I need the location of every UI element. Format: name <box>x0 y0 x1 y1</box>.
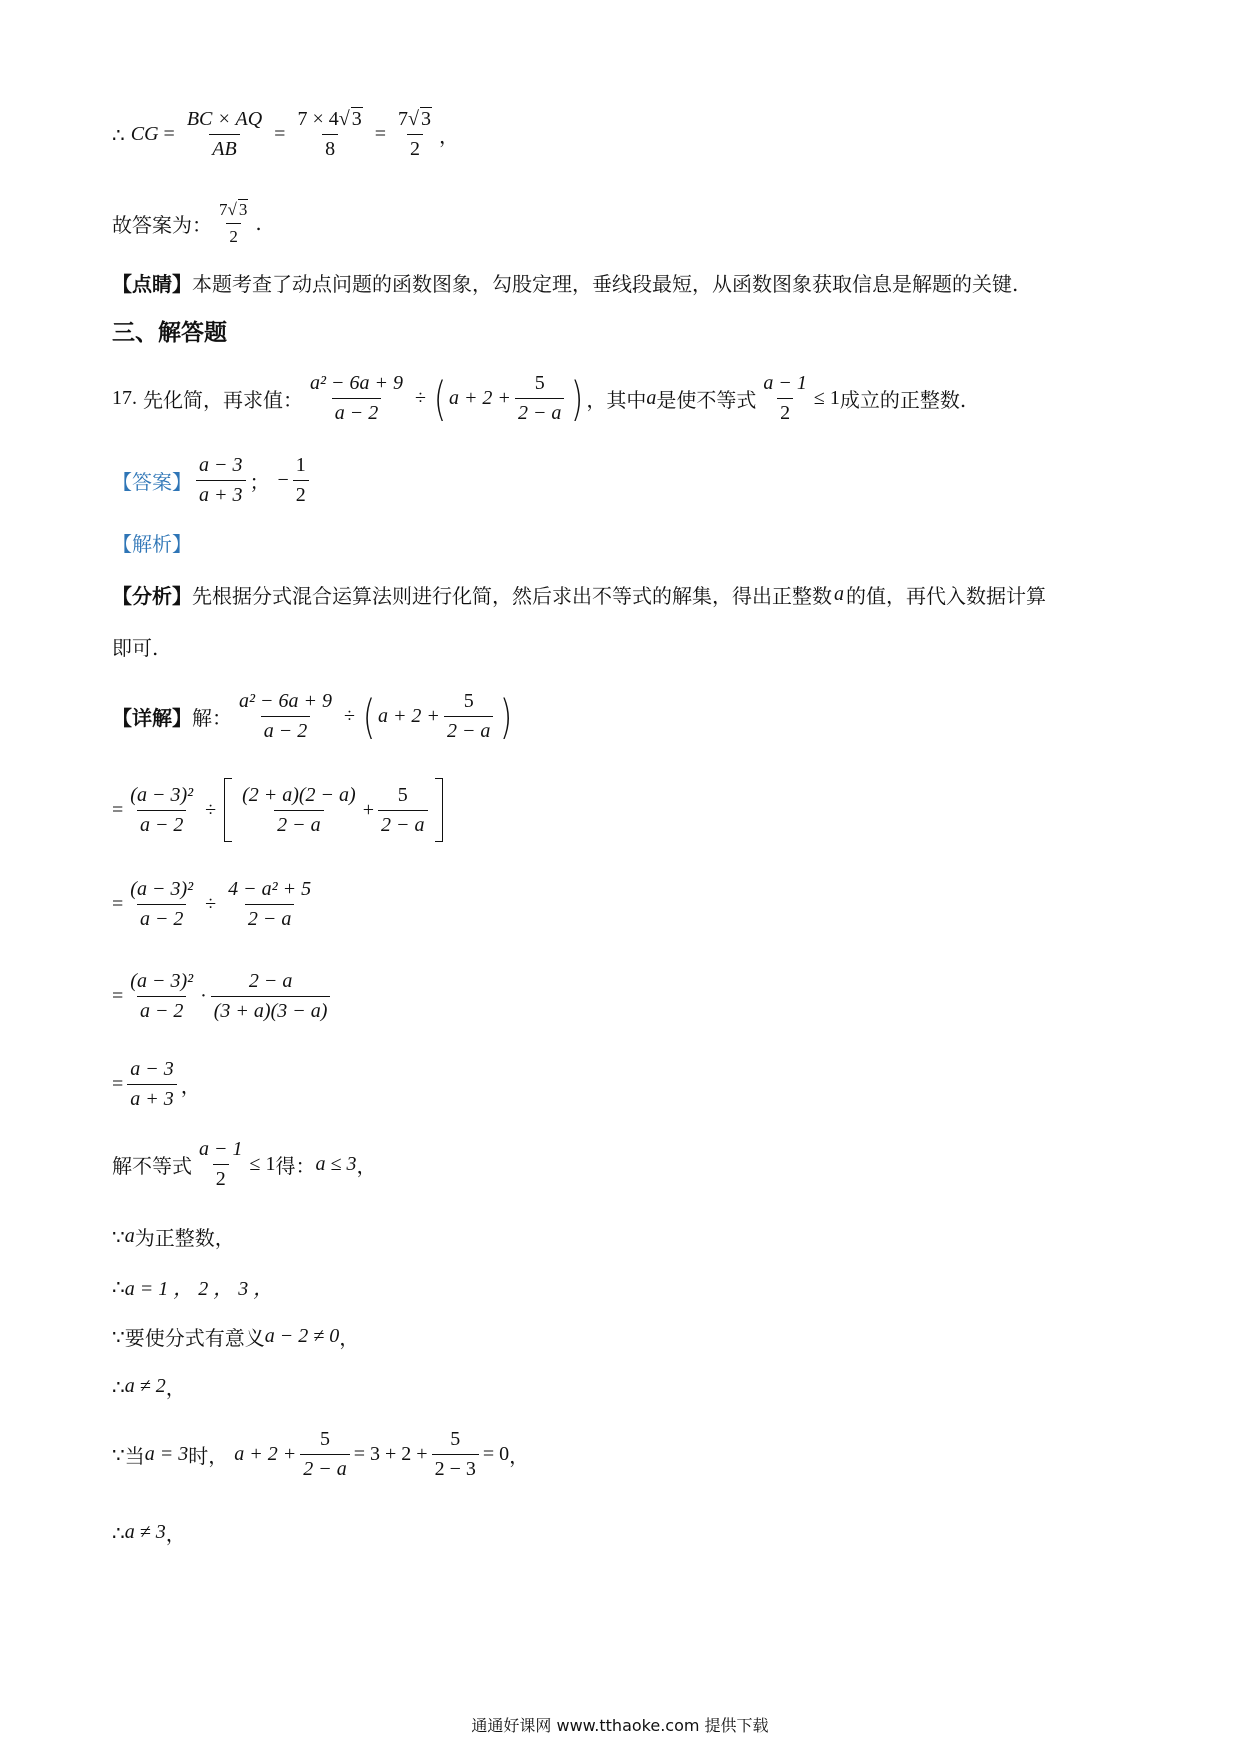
step-fraction <box>127 878 196 931</box>
fenxi-line <box>112 580 1046 609</box>
fraction-numerator: 2 − a <box>248 970 293 992</box>
fraction-denominator: 2 − a <box>274 810 324 837</box>
fraction-denominator: 2 − 3 <box>432 1454 479 1481</box>
because-fraction-1 <box>300 1428 350 1481</box>
fraction-numerator: a − 1 <box>763 372 807 394</box>
section-title: 三、解答题 <box>112 320 227 346</box>
question-number: 17. <box>112 387 137 409</box>
equals-sign: = <box>374 123 386 145</box>
fraction-denominator: 2 − a <box>300 1454 350 1481</box>
fraction-denominator: 2 − a <box>245 904 295 931</box>
comma: ， <box>339 1326 360 1350</box>
separator: ； <box>249 470 270 494</box>
therefore-line-2 <box>112 1372 186 1401</box>
because-math: a − 2 ≠ 0 <box>264 1325 340 1347</box>
fraction-numerator: BC × AQ <box>186 108 263 130</box>
question-end-text: 成立的正整数. <box>839 388 967 412</box>
paren-fraction <box>444 690 494 743</box>
equals-sign: = <box>112 1073 124 1095</box>
jiexi-tag: 【解析】 <box>112 532 192 556</box>
divide-sign: ÷ <box>205 798 217 821</box>
fraction-numerator: (a − 3)² <box>130 878 194 900</box>
fraction-denominator: 2 <box>293 480 309 507</box>
because-pre: 当 <box>124 1444 145 1468</box>
fraction-denominator: 8 <box>322 134 338 161</box>
fraction-denominator: 2 − a <box>515 398 565 425</box>
answer-value-fraction <box>293 454 309 507</box>
because-symbol: ∵ <box>112 1442 125 1467</box>
fraction-numerator <box>294 108 365 134</box>
step-4 <box>112 1058 201 1111</box>
fraction-numerator: 5 <box>450 1428 461 1450</box>
cg-label: CG <box>130 123 159 145</box>
fraction-numerator: (a − 3)² <box>130 783 194 806</box>
fraction-numerator: (a − 3)² <box>130 970 194 992</box>
question-mid-text: ，其中 <box>586 388 647 412</box>
step-fraction <box>127 970 196 1023</box>
coefficient: 7 × 4 <box>297 108 339 130</box>
fraction-numerator: 5 <box>397 783 408 806</box>
inequality-fraction <box>760 372 810 425</box>
answer-fraction-simplified <box>196 454 246 507</box>
inequality-fraction <box>196 1138 246 1191</box>
therefore-symbol: ∴ <box>112 1520 125 1545</box>
comma: ， <box>180 1074 201 1098</box>
because-line-2 <box>112 1322 359 1351</box>
because-rhs: = 0 <box>482 1443 510 1465</box>
fraction-numerator: a − 3 <box>199 454 243 476</box>
fenxi-text-2: 的值，再代入数据计算 <box>846 584 1046 608</box>
therefore-math: a ≠ 2 <box>124 1375 166 1397</box>
inequality-rhs: ≤ 1 <box>813 387 840 409</box>
radicand: 3 <box>420 108 431 130</box>
fraction-denominator: a − 2 <box>261 716 311 743</box>
answer-statement-line <box>112 200 262 246</box>
step-fraction-2 <box>225 878 314 931</box>
fraction-denominator: (3 + a)(3 − a) <box>211 996 331 1023</box>
variable-a: a <box>646 387 657 409</box>
bracket-fraction-1 <box>239 784 359 837</box>
inequality-rhs: ≤ 1 <box>249 1153 276 1175</box>
fraction-numerator: 5 <box>319 1428 330 1450</box>
step-1 <box>112 778 446 842</box>
fraction-numerator: 5 <box>463 690 474 712</box>
dianjing-line <box>112 268 1018 297</box>
step-fraction <box>127 1058 177 1111</box>
comma: ， <box>356 1154 377 1178</box>
question-cond-text: 是使不等式 <box>656 388 757 412</box>
fraction-numerator: a − 1 <box>199 1138 243 1160</box>
therefore-line-3 <box>112 1518 186 1547</box>
question-17 <box>112 372 966 425</box>
left-paren-icon: ( <box>433 371 447 426</box>
comma: ， <box>509 1444 530 1468</box>
because-cond: a = 3 <box>144 1443 189 1465</box>
fraction-numerator: (2 + a)(2 − a) <box>242 783 356 806</box>
therefore-symbol: ∴ <box>112 1274 125 1299</box>
because-symbol: ∵ <box>112 1224 125 1249</box>
fraction-bc-aq-over-ab <box>184 108 265 161</box>
because-line-1 <box>112 1222 235 1251</box>
fraction-denominator: a − 2 <box>332 398 382 425</box>
paren-expression: a + 2 + <box>448 387 511 409</box>
right-paren-icon: ) <box>571 371 584 426</box>
comma: ， <box>165 1522 186 1546</box>
divide-sign: ÷ <box>415 387 426 409</box>
left-bracket-icon <box>224 778 232 842</box>
plus-sign: + <box>362 798 374 821</box>
answer-line <box>112 454 313 507</box>
divide-sign: ÷ <box>205 893 217 915</box>
equals-sign: = <box>274 123 286 145</box>
answer-tag: 【答案】 <box>112 470 192 494</box>
comma: ， <box>438 124 459 148</box>
fraction-numerator: 4 − a² + 5 <box>228 878 312 900</box>
fraction-denominator: a − 2 <box>137 810 187 837</box>
because-symbol: ∵ <box>112 1324 125 1349</box>
right-bracket-icon <box>435 778 443 842</box>
because-text: 为正整数， <box>134 1226 235 1250</box>
therefore-line-1 <box>112 1272 273 1301</box>
inequality-line <box>112 1138 376 1191</box>
fraction-denominator: a − 2 <box>137 996 187 1023</box>
right-paren-icon: ) <box>500 689 513 744</box>
fraction-denominator: 2 <box>407 134 423 161</box>
variable-a: a <box>124 1225 135 1247</box>
xiangjie-intro: 解： <box>192 706 232 730</box>
because-line-3 <box>112 1428 529 1481</box>
period: . <box>255 211 262 236</box>
fenxi-tag: 【分析】 <box>112 584 192 608</box>
bracket-fraction-2 <box>378 784 428 837</box>
therefore-symbol: ∴ <box>112 122 125 147</box>
step-fraction <box>127 784 196 837</box>
page-footer: 通通好课网 www.tthaoke.com 提供下载 <box>471 1716 769 1735</box>
inequality-result: a ≤ 3 <box>315 1153 357 1175</box>
coefficient: 7 <box>219 200 228 219</box>
because-mid: = 3 + 2 + <box>353 1443 428 1465</box>
therefore-math: a ≠ 3 <box>124 1521 166 1543</box>
fraction-denominator: 2 <box>213 1164 229 1191</box>
divide-sign: ÷ <box>344 705 355 727</box>
left-paren-icon: ( <box>362 689 376 744</box>
answer-fraction <box>216 200 251 246</box>
main-expression-fraction <box>236 690 335 743</box>
equals-sign: = <box>112 985 124 1007</box>
equals-sign: = <box>112 893 124 915</box>
fraction-denominator: 2 <box>226 223 241 247</box>
fraction-denominator: 2 − a <box>378 810 428 837</box>
fraction-numerator: 5 <box>534 372 545 394</box>
xiangjie-tag: 【详解】 <box>112 706 192 730</box>
paren-fraction <box>515 372 565 425</box>
coefficient: 7 <box>398 108 408 130</box>
fraction-7root3-over-2 <box>395 108 435 161</box>
fenxi-text-1: 先根据分式混合运算法则进行化简，然后求出不等式的解集，得出正整数 <box>192 584 832 608</box>
paren-expression: a + 2 + <box>377 705 440 727</box>
step-3 <box>112 970 334 1023</box>
fraction-numerator: a² − 6a + 9 <box>310 372 403 394</box>
radicand: 3 <box>238 200 248 219</box>
step-fraction-2 <box>211 970 331 1023</box>
dianjing-text: 本题考查了动点问题的函数图象，勾股定理，垂线段最短，从函数图象获取信息是解题的关键. <box>192 272 1019 296</box>
sqrt-icon: √ <box>338 108 350 130</box>
because-lhs: a + 2 + <box>234 1443 297 1465</box>
fenxi-line-2: 即可. <box>112 636 159 660</box>
fraction-numerator: 1 <box>295 454 306 476</box>
therefore-text: a = 1 ， 2 ， 3 ， <box>124 1278 274 1300</box>
minus-sign: − <box>277 469 289 491</box>
fraction-denominator: a − 2 <box>137 904 187 931</box>
therefore-symbol: ∴ <box>112 1374 125 1399</box>
fraction-numerator: a² − 6a + 9 <box>239 690 332 712</box>
fraction-numerator: a − 3 <box>130 1058 174 1080</box>
equals-sign: = <box>163 123 175 145</box>
cg-equation-line <box>112 108 459 161</box>
step-2 <box>112 878 318 931</box>
fraction-numerator <box>395 108 435 134</box>
fraction-denominator: a + 3 <box>127 1084 177 1111</box>
comma: ， <box>165 1376 186 1400</box>
fraction-7x4root3-over-8 <box>294 108 365 161</box>
main-expression-fraction <box>307 372 406 425</box>
sqrt-icon: √ <box>408 108 419 130</box>
because-text: 要使分式有意义 <box>124 1326 265 1350</box>
multiply-dot: · <box>200 985 207 1007</box>
inequality-mid: 得： <box>275 1154 316 1178</box>
dianjing-tag: 【点睛】 <box>112 272 192 296</box>
answer-label: 故答案为： <box>112 212 212 237</box>
xiangjie-line <box>112 690 515 743</box>
fraction-numerator <box>216 200 251 223</box>
question-prompt: 先化简，再求值： <box>143 388 303 412</box>
fraction-denominator: 2 − a <box>444 716 494 743</box>
radicand: 3 <box>351 108 362 130</box>
fraction-denominator: 2 <box>777 398 793 425</box>
because-post: 时， <box>188 1444 229 1468</box>
fraction-denominator: a + 3 <box>196 480 246 507</box>
fraction-denominator: AB <box>209 134 239 161</box>
sqrt-icon: √ <box>227 200 237 219</box>
equals-sign: = <box>112 798 124 821</box>
inequality-prefix: 解不等式 <box>112 1154 192 1178</box>
because-fraction-2 <box>432 1428 479 1481</box>
variable-a: a <box>834 583 844 605</box>
